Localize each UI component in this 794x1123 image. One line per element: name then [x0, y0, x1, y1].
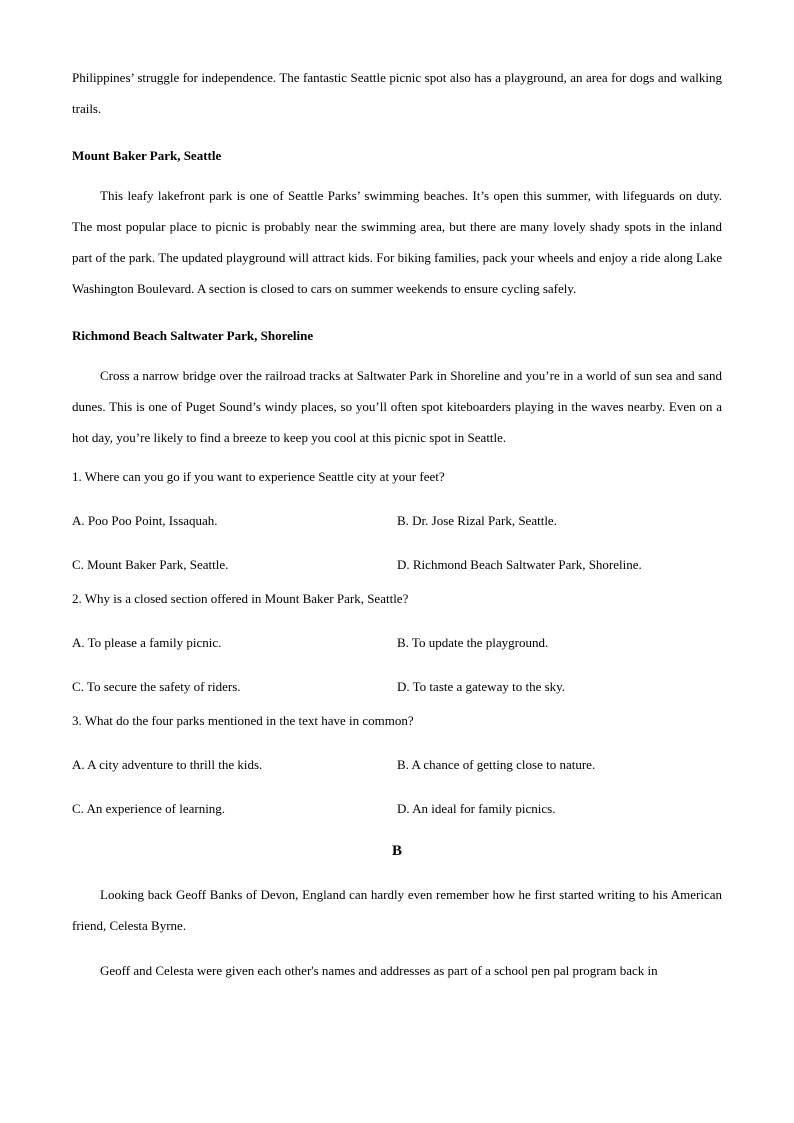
passage-b-title: B	[391, 843, 402, 859]
question-stem: 3. What do the four parks mentioned in the text have in common?	[72, 713, 414, 728]
paragraph-gap	[72, 941, 722, 955]
question-3	[72, 711, 722, 843]
passage-a-intro-tail: Philippines’ struggle for independence. The fantastic Seattle picnic spot also has a playground, an area for dogs and walking trails.	[72, 70, 722, 116]
question-stem: 2. Why is a closed section offered in Mount Baker Park, Seattle?	[72, 591, 409, 606]
question-options	[72, 755, 722, 843]
question-1	[72, 467, 722, 599]
option-b: B. To update the playground.	[397, 635, 549, 650]
option-c: C. Mount Baker Park, Seattle.	[72, 557, 229, 572]
option-d: D. Richmond Beach Saltwater Park, Shoreline.	[397, 557, 642, 572]
option-c: C. To secure the safety of riders.	[72, 679, 241, 694]
option-c: C. An experience of learning.	[72, 801, 226, 816]
section-body-richmond-beach: Cross a narrow bridge over the railroad tracks at Saltwater Park in Shoreline and you’re in a world of sun sea and sand dunes. This is one of Puget Sound’s windy places, so you’ll often spot kiteboarders playing in the waves nearby. Even on a hot day, you’re likely to find a breeze to keep you cool at this picnic spot in Seattle.	[72, 368, 722, 445]
option-a: A. Poo Poo Point, Issaquah.	[72, 513, 218, 528]
option-b: B. Dr. Jose Rizal Park, Seattle.	[397, 513, 557, 528]
passage-b-paragraph-2: Geoff and Celesta were given each other's names and addresses as part of a school pen pal program back in	[100, 963, 658, 978]
question-2	[72, 589, 722, 721]
section-heading-mount-baker: Mount Baker Park, Seattle	[72, 148, 222, 163]
document-page	[72, 62, 722, 986]
section-heading-richmond-beach: Richmond Beach Saltwater Park, Shoreline	[72, 328, 314, 343]
option-d: D. An ideal for family picnics.	[397, 801, 556, 816]
option-d: D. To taste a gateway to the sky.	[397, 679, 566, 694]
option-a: A. A city adventure to thrill the kids.	[72, 757, 263, 772]
question-stem: 1. Where can you go if you want to experience Seattle city at your feet?	[72, 469, 445, 484]
section-body-mount-baker: This leafy lakefront park is one of Seattle Parks’ swimming beaches. It’s open this summer, with lifeguards on duty. The most popular place to picnic is probably near the swimming area, but there are many lovely shady spots in the inland part of the park. The updated playground will attract kids. For biking families, pack your wheels and enjoy a ride along Lake Washington Boulevard. A section is closed to cars on summer weekends to ensure cycling safely.	[72, 188, 722, 296]
question-options	[72, 511, 722, 599]
passage-b-paragraph-1: Looking back Geoff Banks of Devon, England can hardly even remember how he first started writing to his American friend, Celesta Byrne.	[72, 887, 722, 933]
option-a: A. To please a family picnic.	[72, 635, 222, 650]
option-b: B. A chance of getting close to nature.	[397, 757, 596, 772]
question-options	[72, 633, 722, 721]
